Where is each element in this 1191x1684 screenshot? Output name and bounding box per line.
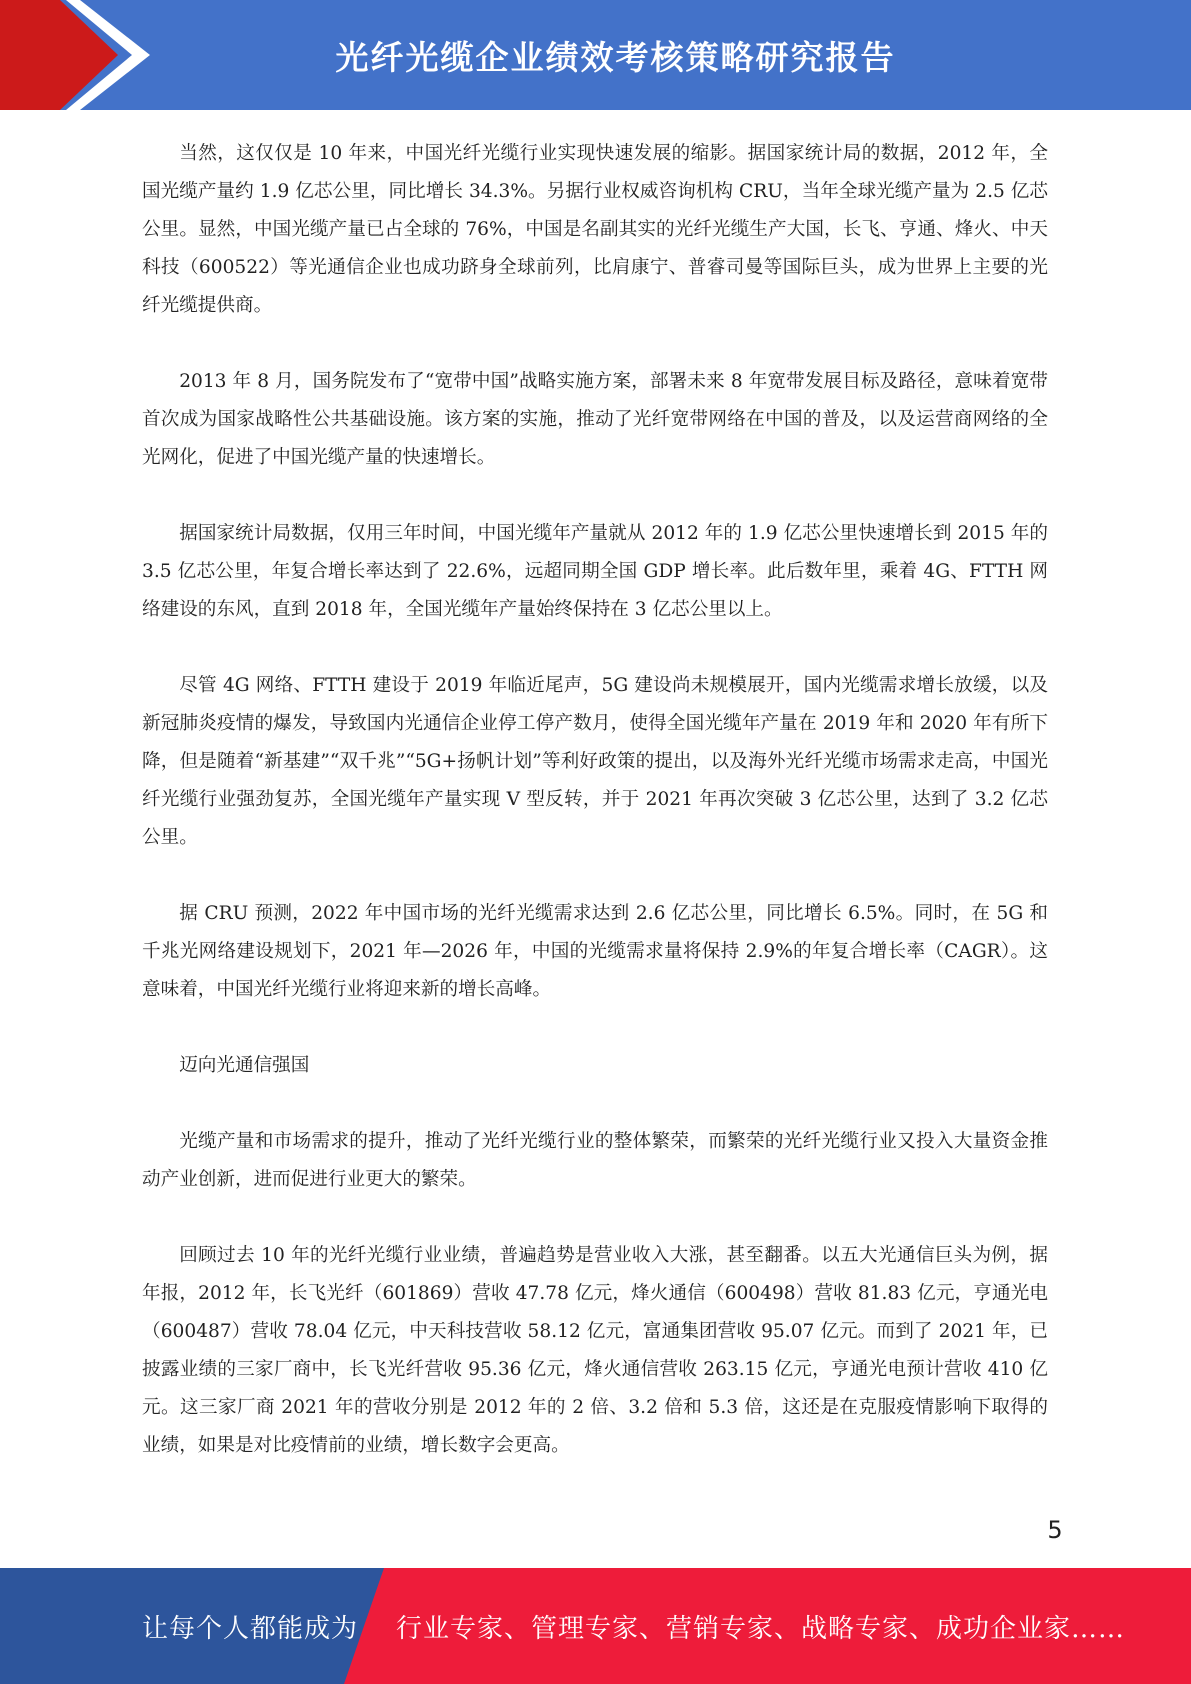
body-content (142, 135, 1048, 1503)
paragraph: 光缆产量和市场需求的提升，推动了光纤光缆行业的整体繁荣，而繁荣的光纤光缆行业又投入大量资金推动产业创新，进而促进行业更大的繁荣。 (142, 1131, 1048, 1190)
paragraph: 据 CRU 预测，2022 年中国市场的光纤光缆需求达到 2.6 亿芯公里，同比增长 6.5%。同时，在 5G 和千兆光网络建设规划下，2021 年—2026 年，中国的光缆需求量将保持 2.9%的年复合增长率（CAGR）。这意味着，中国光纤光缆行业将迎来新的增长高峰。 (142, 903, 1048, 1000)
header-arrow-decoration (0, 0, 160, 110)
paragraph: 2013 年 8 月，国务院发布了“宽带中国”战略实施方案，部署未来 8 年宽带发展目标及路径，意味着宽带首次成为国家战略性公共基础设施。该方案的实施，推动了光纤宽带网络在中国的普及，以及运营商网络的全光网化，促进了中国光缆产量的快速增长。 (142, 371, 1048, 468)
page-number: 5 (1047, 1516, 1063, 1544)
paragraph: 尽管 4G 网络、FTTH 建设于 2019 年临近尾声，5G 建设尚未规模展开，国内光缆需求增长放缓，以及新冠肺炎疫情的爆发，导致国内光通信企业停工停产数月，使得全国光缆年产量在 2019 年和 2020 年有所下降，但是随着“新基建”“双千兆”“5G+扬帆计划”等利好政策的提出，以及海外光纤光缆市场需求走高，中国光纤光缆行业强劲复苏，全国光缆年产量实现 V 型反转，并于 2021 年再次突破 3 亿芯公里，达到了 3.2 亿芯公里。 (142, 675, 1048, 848)
paragraph: 据国家统计局数据，仅用三年时间，中国光缆年产量就从 2012 年的 1.9 亿芯公里快速增长到 2015 年的 3.5 亿芯公里，年复合增长率达到了 22.6%，远超同期全国 GDP 增长率。此后数年里，乘着 4G、FTTH 网络建设的东风，直到 2018 年，全国光缆年产量始终保持在 3 亿芯公里以上。 (142, 523, 1048, 620)
paragraph: 当然，这仅仅是 10 年来，中国光纤光缆行业实现快速发展的缩影。据国家统计局的数据，2012 年，全国光缆产量约 1.9 亿芯公里，同比增长 34.3%。另据行业权威咨询机构 CRU，当年全球光缆产量为 2.5 亿芯公里。显然，中国光缆产量已占全球的 76%，中国是名副其实的光纤光缆生产大国，长飞、亨通、烽火、中天科技（600522）等光通信企业也成功跻身全球前列，比肩康宁、普睿司曼等国际巨头，成为世界上主要的光纤光缆提供商。 (142, 143, 1048, 316)
section-heading: 迈向光通信强国 (179, 1055, 310, 1076)
footer-slogan-right: 行业专家、管理专家、营销专家、战略专家、成功企业家…… (396, 1613, 1126, 1644)
page-footer (0, 1568, 1191, 1684)
paragraph: 回顾过去 10 年的光纤光缆行业业绩，普遍趋势是营业收入大涨，甚至翻番。以五大光通信巨头为例，据年报，2012 年，长飞光纤（601869）营收 47.78 亿元，烽火通信（600498）营收 81.83 亿元，亨通光电（600487）营收 78.04 亿元，中天科技营收 58.12 亿元，富通集团营收 95.07 亿元。而到了 2021 年，已披露业绩的三家厂商中，长飞光纤营收 95.36 亿元，烽火通信营收 263.15 亿元，亨通光电预计营收 410 亿元。这三家厂商 2021 年的营收分别是 2012 年的 2 倍、3.2 倍和 5.3 倍，这还是在克服疫情影响下取得的业绩，如果是对比疫情前的业绩，增长数字会更高。 (142, 1245, 1048, 1456)
footer-slogan-left: 让每个人都能成为 (142, 1613, 359, 1644)
page-header (0, 0, 1191, 110)
report-title: 光纤光缆企业绩效考核策略研究报告 (335, 37, 896, 77)
